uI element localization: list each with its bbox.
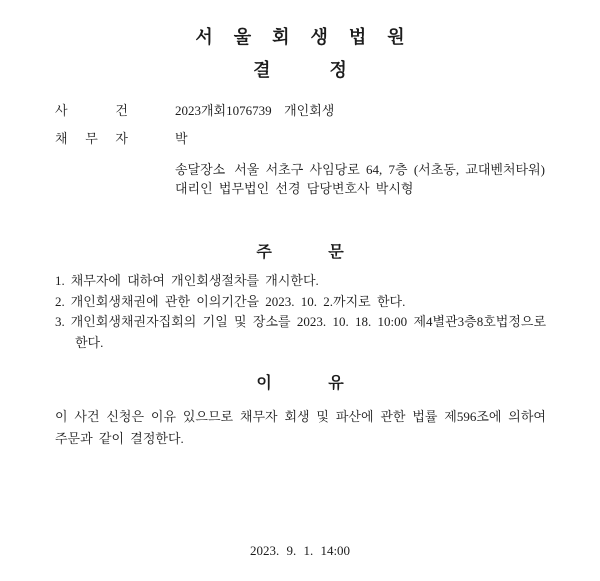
case-label: 사 건: [55, 103, 128, 118]
document-type-title: 결 정: [253, 60, 347, 80]
order-section-heading: 주 문: [256, 244, 344, 261]
case-number-row: [55, 100, 334, 119]
representative-line: 대리인 법무법인 선경 담당변호사 박시형: [175, 181, 414, 196]
service-place-label: 송달장소: [175, 162, 226, 177]
order-item-2: [55, 292, 546, 313]
court-name-title: 서 울 회 생 법 원: [195, 27, 405, 47]
service-address-block: [175, 160, 555, 198]
reason-paragraph: 이 사건 신청은 이유 있으므로 채무자 회생 및 파산에 관한 법률 제596조에 의하여 주문과 같이 결정한다.: [55, 409, 546, 446]
service-place-value: 서울 서초구 사임당로 64, 7층 (서초동, 교대벤처타워): [234, 162, 545, 177]
reason-section-heading: 이 유: [256, 375, 344, 392]
order-item-1-text: 채무자에 대하여 개인회생절차를 개시한다.: [70, 273, 319, 288]
service-address-line: [175, 160, 555, 179]
debtor-label: 채 무 자: [55, 131, 128, 146]
order-item-3-number: 3.: [55, 314, 65, 329]
order-item-1: [55, 271, 546, 292]
decision-datetime: 2023. 9. 1. 14:00: [249, 543, 351, 558]
debtor-name-value: 박: [175, 131, 188, 146]
order-item-3: [55, 312, 546, 353]
case-number-value: 2023개회1076739 개인회생: [175, 103, 335, 118]
order-item-2-text: 개인회생채권에 관한 이의기간을 2023. 10. 2.까지로 한다.: [70, 293, 406, 309]
order-item-2-number: 2.: [55, 293, 65, 309]
debtor-row: [55, 128, 188, 147]
order-item-3-text: 개인회생채권자집회의 기일 및 장소를 2023. 10. 18. 10:00 제4별관3층8호법정으로 한다.: [70, 314, 546, 350]
order-item-1-number: 1.: [55, 273, 65, 288]
order-items-list: [55, 271, 546, 353]
